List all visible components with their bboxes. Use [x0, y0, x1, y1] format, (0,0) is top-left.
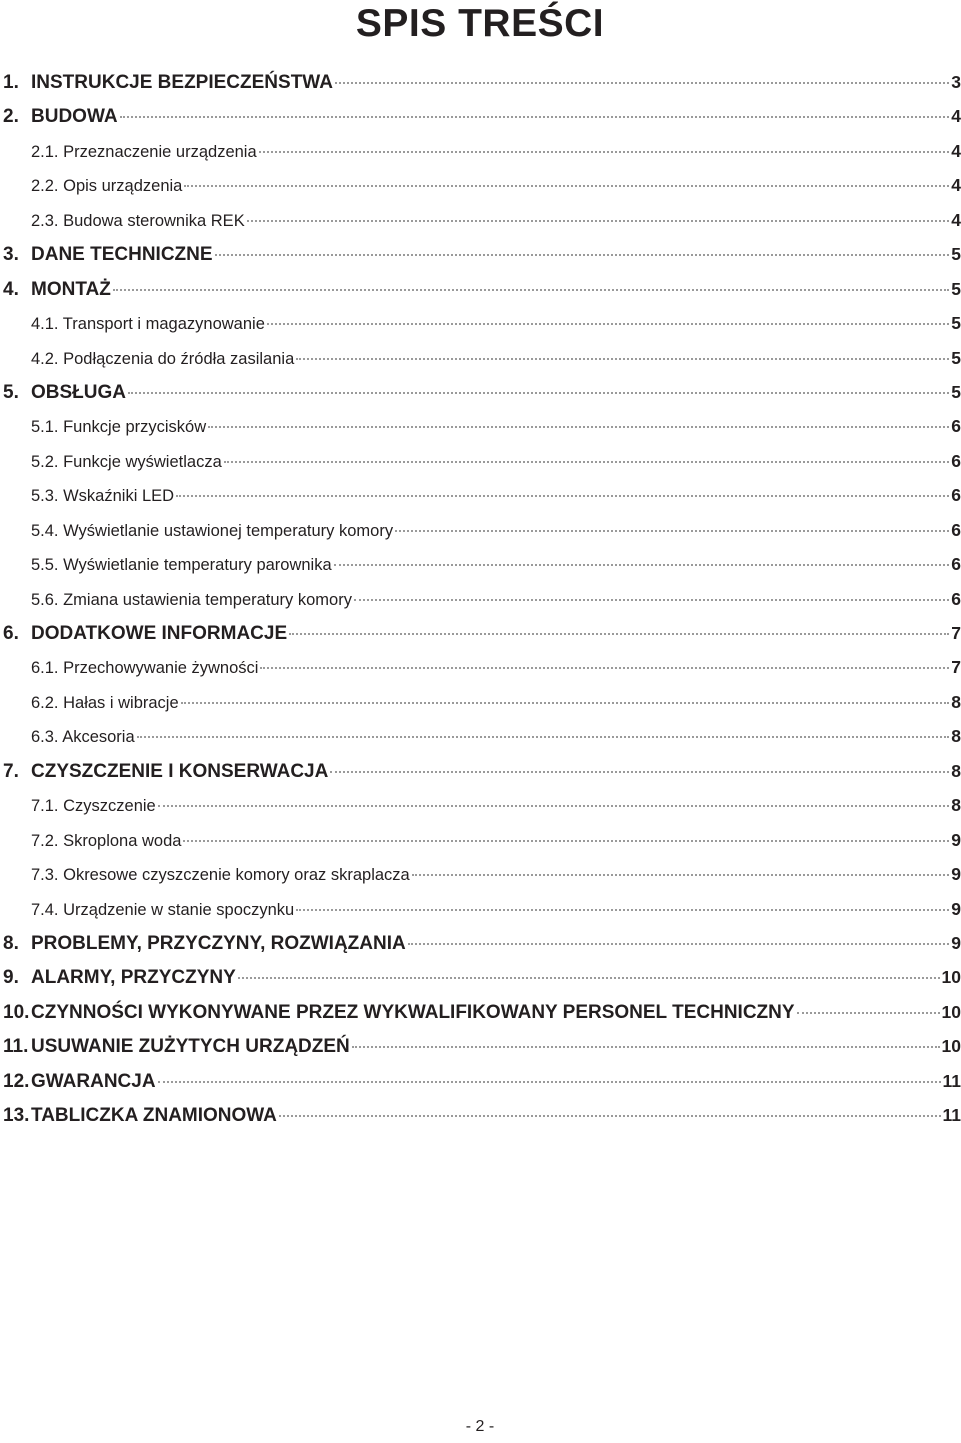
dot-leader [797, 1012, 940, 1014]
toc-entry-page: 5 [951, 278, 961, 299]
toc-entry-page: 6 [951, 450, 961, 471]
dot-leader [158, 1081, 941, 1083]
toc-entry-number: 4. [3, 278, 19, 300]
toc-entry[interactable] [3, 857, 961, 891]
toc-entry-number: 6. [3, 623, 19, 644]
dot-leader [238, 977, 940, 979]
toc-entry-page: 8 [951, 760, 961, 781]
toc-entry-number: 10. [3, 1001, 30, 1023]
dot-leader [289, 633, 949, 635]
toc-entry-page: 9 [951, 829, 961, 850]
toc-entry[interactable] [3, 547, 961, 581]
dot-leader [352, 1046, 940, 1048]
toc-entry[interactable] [3, 892, 961, 926]
table-of-contents [3, 65, 961, 1133]
toc-entry-page: 9 [951, 898, 961, 919]
toc-entry-page: 11 [942, 1105, 961, 1126]
toc-entry-page: 10 [941, 967, 961, 988]
toc-entry[interactable] [3, 168, 961, 202]
dot-leader [183, 840, 949, 842]
toc-entry-label: BUDOWA [31, 106, 118, 128]
toc-entry-page: 8 [951, 691, 961, 712]
page-number: - 2 - [465, 1418, 495, 1435]
toc-entry-label: 4.1. Transport i magazynowanie [31, 315, 265, 334]
dot-leader [354, 599, 949, 601]
dot-leader [296, 358, 949, 360]
dot-leader [412, 874, 949, 876]
toc-entry-number: 11. [3, 1036, 29, 1058]
dot-leader [224, 461, 949, 463]
toc-entry-label: 5.5. Wyświetlanie temperatury parownika [31, 556, 332, 575]
toc-entry-label: 7.4. Urządzenie w stanie spoczynku [31, 900, 295, 919]
toc-entry-label: TABLICZKA ZNAMIONOWA [31, 1105, 277, 1127]
toc-entry-label: PROBLEMY, PRZYCZYNY, ROZWIĄZANIA [31, 932, 406, 954]
toc-entry-number: 8. [3, 932, 19, 954]
toc-entry-number: 7. [3, 760, 19, 782]
toc-entry-number: 13. [3, 1105, 30, 1127]
toc-entry-label: 2.1. Przeznaczenie urządzenia [31, 142, 257, 161]
toc-entry-page: 5 [951, 244, 961, 265]
toc-entry-number: 12. [3, 1070, 30, 1092]
dot-leader [120, 116, 949, 118]
toc-entry-label: 5.3. Wskaźniki LED [31, 487, 175, 506]
toc-entry[interactable] [3, 719, 961, 753]
toc-entry-page: 5 [951, 347, 961, 368]
toc-entry-label: USUWANIE ZUŻYTYCH URZĄDZEŃ [31, 1036, 350, 1058]
toc-entry-label: 7.2. Skroplona woda [31, 831, 182, 850]
toc-entry[interactable] [3, 409, 961, 443]
toc-entry[interactable] [3, 685, 961, 719]
toc-entry[interactable] [3, 513, 961, 547]
toc-entry[interactable] [3, 237, 961, 271]
toc-entry[interactable] [3, 960, 961, 994]
toc-entry-label: 2.3. Budowa sterownika REK [31, 211, 245, 230]
toc-entry-number: 3. [3, 244, 19, 266]
toc-entry-page: 11 [942, 1070, 961, 1091]
page-title: SPIS TREŚCI [355, 2, 605, 45]
dot-leader [296, 909, 949, 911]
toc-entry-page: 6 [951, 416, 961, 437]
dot-leader [395, 530, 949, 532]
toc-entry[interactable] [3, 272, 961, 306]
toc-entry[interactable] [3, 444, 961, 478]
toc-entry-page: 9 [951, 864, 961, 885]
dot-leader [176, 495, 949, 497]
toc-entry[interactable] [3, 203, 961, 237]
toc-entry-page: 5 [951, 381, 961, 402]
toc-entry-page: 6 [951, 554, 961, 575]
toc-entry-page: 3 [951, 72, 961, 92]
toc-entry-label: CZYSZCZENIE I KONSERWACJA [31, 760, 329, 782]
toc-entry-page: 10 [941, 1001, 961, 1022]
dot-leader [247, 220, 949, 222]
dot-leader [330, 771, 949, 773]
toc-entry-number: 2. [3, 106, 19, 128]
toc-entry-label: OBSŁUGA [31, 381, 126, 403]
toc-entry-page: 4 [951, 106, 961, 127]
dot-leader [158, 805, 949, 807]
toc-entry-label: DODATKOWE INFORMACJE [31, 623, 288, 644]
toc-entry-label: 6.1. Przechowywanie żywności [31, 659, 259, 678]
toc-entry-label: INSTRUKCJE BEZPIECZEŃSTWA [31, 72, 333, 93]
toc-entry-label: 4.2. Podłączenia do źródła zasilania [31, 349, 295, 368]
toc-entry-page: 7 [951, 657, 961, 678]
toc-entry[interactable] [3, 926, 961, 960]
toc-entry-label: 5.4. Wyświetlanie ustawionej temperatury komory [31, 521, 394, 540]
toc-entry[interactable] [3, 616, 961, 650]
dot-leader [137, 736, 949, 738]
toc-entry[interactable] [3, 1098, 961, 1132]
dot-leader [334, 564, 949, 566]
toc-entry[interactable] [3, 1029, 961, 1063]
toc-entry[interactable] [3, 650, 961, 684]
dot-leader [259, 151, 949, 153]
toc-entry[interactable] [3, 788, 961, 822]
toc-entry-page: 4 [951, 140, 961, 161]
toc-entry[interactable] [3, 306, 961, 340]
dot-leader [408, 943, 949, 945]
toc-entry[interactable] [3, 582, 961, 616]
toc-entry-page: 4 [951, 175, 961, 196]
toc-entry-label: 7.3. Okresowe czyszczenie komory oraz skraplacza [31, 866, 410, 885]
toc-entry-label: MONTAŻ [31, 278, 111, 300]
toc-entry-label: 6.2. Hałas i wibracje [31, 693, 179, 712]
toc-entry[interactable] [3, 995, 961, 1029]
toc-entry-page: 6 [951, 485, 961, 506]
dot-leader [208, 426, 949, 428]
toc-entry-page: 6 [951, 588, 961, 609]
dot-leader [113, 289, 949, 291]
toc-entry-page: 8 [951, 726, 961, 747]
dot-leader [279, 1115, 941, 1117]
dot-leader [215, 254, 949, 256]
toc-entry[interactable] [3, 99, 961, 133]
dot-leader [184, 185, 949, 187]
dot-leader [260, 667, 949, 669]
toc-entry[interactable] [3, 823, 961, 857]
toc-entry-page: 4 [951, 209, 961, 230]
toc-entry-page: 10 [941, 1036, 961, 1057]
toc-entry-page: 9 [951, 932, 961, 953]
dot-leader [335, 82, 949, 84]
toc-entry-number: 5. [3, 381, 19, 403]
toc-entry[interactable] [3, 1064, 961, 1098]
toc-entry-label: CZYNNOŚCI WYKONYWANE PRZEZ WYKWALIFIKOWANY PERSONEL TECHNICZNY [31, 1001, 795, 1023]
toc-entry-number: 9. [3, 967, 19, 989]
toc-entry-label: 5.2. Funkcje wyświetlacza [31, 452, 222, 471]
toc-entry[interactable] [3, 375, 961, 409]
dot-leader [267, 323, 949, 325]
toc-entry-label: 7.1. Czyszczenie [31, 797, 156, 816]
toc-entry-label: 5.1. Funkcje przycisków [31, 418, 207, 437]
toc-entry-label: DANE TECHNICZNE [31, 244, 213, 266]
toc-entry[interactable] [3, 341, 961, 375]
toc-entry-page: 8 [951, 795, 961, 816]
toc-entry-label: 5.6. Zmiana ustawienia temperatury komory [31, 590, 352, 609]
toc-entry-label: GWARANCJA [31, 1070, 156, 1092]
toc-entry-label: 6.3. Akcesoria [31, 728, 135, 747]
toc-entry-page: 5 [951, 313, 961, 334]
dot-leader [128, 392, 949, 394]
dot-leader [181, 702, 949, 704]
toc-entry[interactable] [3, 478, 961, 512]
toc-entry-label: ALARMY, PRZYCZYNY [31, 967, 236, 989]
toc-entry-page: 6 [951, 519, 961, 540]
toc-entry-page: 7 [951, 623, 961, 643]
toc-entry-number: 1. [3, 72, 19, 93]
toc-entry-label: 2.2. Opis urządzenia [31, 177, 183, 196]
toc-entry[interactable] [3, 65, 961, 99]
toc-entry[interactable] [3, 754, 961, 788]
toc-entry[interactable] [3, 134, 961, 168]
